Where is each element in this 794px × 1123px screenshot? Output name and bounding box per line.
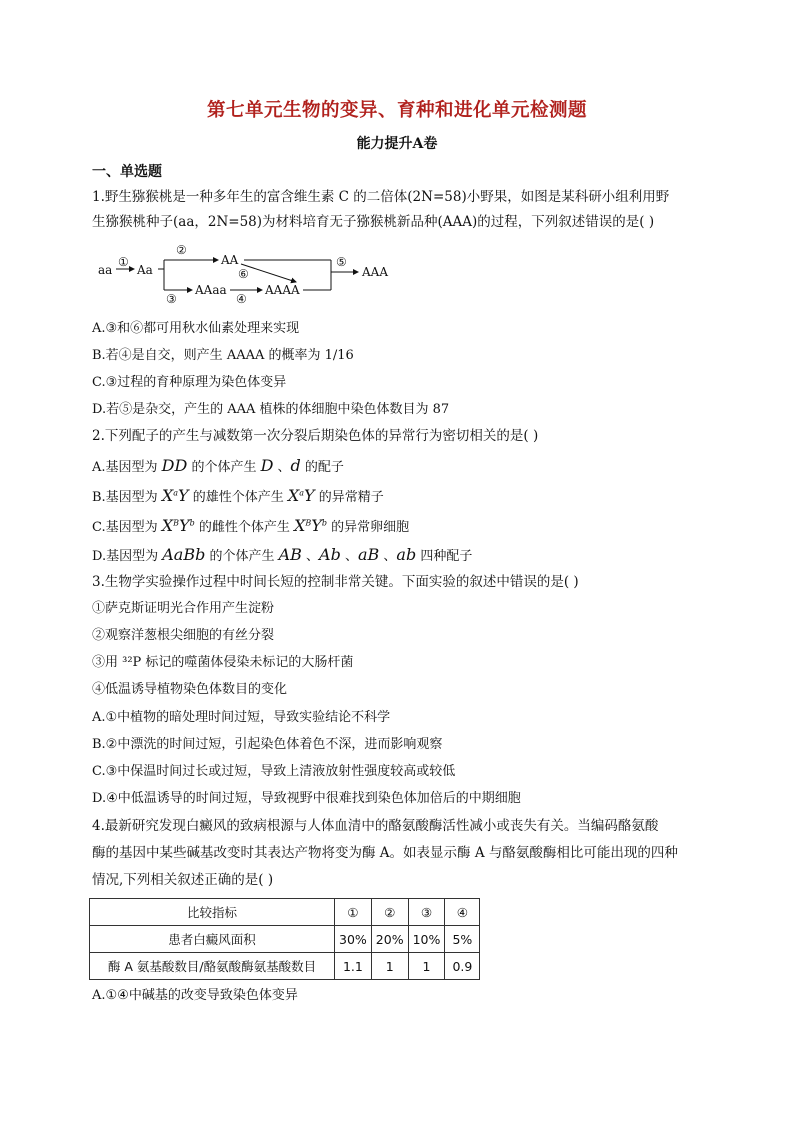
q3-item-3: ③用 ³²P 标记的噬菌体侵染未标记的大肠杆菌	[92, 655, 354, 670]
text: 的配子	[300, 460, 344, 475]
table-header-cell: ④	[445, 899, 480, 926]
gamete: ab	[396, 545, 417, 564]
superscript: a	[299, 488, 304, 498]
text: 、	[340, 549, 358, 564]
gamete: D	[260, 456, 274, 475]
step-5-label: ⑤	[336, 255, 347, 269]
node-AA: AA	[221, 253, 239, 267]
table-cell: 30%	[335, 926, 372, 953]
step-3-label: ③	[166, 292, 177, 306]
superscript: b	[189, 518, 195, 528]
text: B.基因型为	[92, 490, 162, 505]
text: 、	[273, 460, 291, 475]
node-aa: aa	[98, 263, 113, 277]
section-heading: 一、单选题	[92, 164, 162, 180]
page-subtitle: 能力提升A卷	[356, 136, 438, 152]
q3-item-4: ④低温诱导植物染色体数目的变化	[92, 682, 288, 697]
step-6-label: ⑥	[238, 267, 249, 281]
table-cell: 酶 A 氨基酸数目/酪氨酸酶氨基酸数目	[90, 953, 335, 980]
text: 的异常精子	[314, 490, 384, 505]
node-AAaa: AAaa	[195, 283, 227, 297]
q3-option-a: A.①中植物的暗处理时间过短，导致实验结论不科学	[92, 710, 391, 725]
genotype: Y	[179, 516, 190, 535]
table-cell: 1.1	[335, 953, 372, 980]
q3-item-2: ②观察洋葱根尖细胞的有丝分裂	[92, 628, 275, 643]
node-Aa: Aa	[137, 263, 153, 277]
text: D.基因型为	[92, 549, 163, 564]
q4-comparison-table	[89, 898, 480, 980]
text: C.基因型为	[92, 520, 162, 535]
table-cell: 1	[408, 953, 445, 980]
q1-option-d: D.若⑤是杂交，产生的 AAA 植株的体细胞中染色体数目为 87	[92, 402, 450, 417]
node-AAAA: AAAA	[265, 283, 300, 297]
genotype: X	[161, 486, 174, 505]
q3-stem: 3.生物学实验操作过程中时间长短的控制非常关键。下面实验的叙述中错误的是( )	[92, 574, 579, 590]
text: 的个体产生	[187, 460, 261, 475]
table-cell: 5%	[445, 926, 480, 953]
text: A.基因型为	[92, 460, 162, 475]
q1-stem-line1: 1.野生猕猴桃是一种多年生的富含维生素 C 的二倍体(2N=58)小野果，如图是某科研小组利用野	[92, 189, 670, 205]
node-AAA: AAA	[362, 265, 388, 279]
text: 、	[301, 549, 320, 564]
step-2-label: ②	[176, 243, 187, 257]
q2-stem: 2.下列配子的产生与减数第一次分裂后期染色体的异常行为密切相关的是( )	[92, 428, 539, 444]
gamete: d	[290, 456, 301, 475]
text: 、	[379, 549, 397, 564]
genotype: AaBb	[162, 545, 206, 564]
step-4-label: ④	[236, 292, 247, 306]
q2-option-d	[92, 545, 472, 565]
genotype: DD	[161, 456, 188, 475]
superscript: b	[321, 518, 327, 528]
gamete: X	[293, 516, 306, 535]
table-header-cell: ①	[335, 899, 372, 926]
q3-option-c: C.③中保温时间过长或过短，导致上清液放射性强度较高或较低	[92, 764, 456, 779]
gamete: AB	[278, 545, 302, 564]
superscript: B	[173, 518, 180, 528]
table-header-cell: ③	[408, 899, 445, 926]
q1-stem-line2: 生猕猴桃种子(aa，2N=58)为材料培育无子猕猴桃新品种(AAA)的过程，下列叙述错误的是( )	[92, 214, 655, 230]
gamete: X	[287, 486, 300, 505]
table-cell: 1	[371, 953, 408, 980]
table-header-cell: 比较指标	[90, 899, 335, 926]
table-row	[90, 953, 480, 980]
table-cell: 20%	[371, 926, 408, 953]
table-cell: 患者白癜风面积	[90, 926, 335, 953]
q2-option-a	[92, 456, 344, 476]
table-cell: 0.9	[445, 953, 480, 980]
gamete: Ab	[319, 545, 341, 564]
q2-option-b	[92, 486, 384, 506]
superscript: a	[173, 488, 178, 498]
page-title: 第七单元生物的变异、育种和进化单元检测题	[206, 100, 587, 121]
q3-item-1: ①萨克斯证明光合作用产生淀粉	[92, 601, 275, 616]
text: 的雌性个体产生	[194, 520, 294, 535]
gamete: Y	[304, 486, 315, 505]
q3-option-d: D.④中低温诱导的时间过短，导致视野中很难找到染色体加倍后的中期细胞	[92, 791, 521, 806]
step-1-label: ①	[118, 255, 129, 269]
q4-stem-line1: 4.最新研究发现白癜风的致病根源与人体血清中的酪氨酸酶活性减小或丧失有关。当编码酪氨酸	[92, 818, 659, 834]
q2-option-c	[92, 516, 409, 536]
table-cell: 10%	[408, 926, 445, 953]
gamete: Y	[311, 516, 322, 535]
q1-breeding-diagram	[96, 238, 406, 310]
q4-option-a: A.①④中碱基的改变导致染色体变异	[92, 988, 298, 1003]
text: 的异常卵细胞	[326, 520, 410, 535]
text: 的雄性个体产生	[188, 490, 288, 505]
gamete: aB	[357, 545, 380, 564]
table-header-row	[90, 899, 480, 926]
q4-stem-line2: 酶的基因中某些碱基改变时其表达产物将变为酶 A。如表显示酶 A 与酪氨酸酶相比可能出现的四种	[92, 845, 678, 861]
genotype: X	[161, 516, 174, 535]
text: 四种配子	[416, 549, 473, 564]
genotype: Y	[178, 486, 189, 505]
q1-option-b: B.若④是自交，则产生 AAAA 的概率为 1/16	[92, 348, 354, 363]
table-row	[90, 926, 480, 953]
breeding-flow-svg	[96, 238, 406, 310]
q3-option-b: B.②中漂洗的时间过短，引起染色体着色不深，进而影响观察	[92, 737, 443, 752]
q1-option-a: A.③和⑥都可用秋水仙素处理来实现	[92, 321, 300, 336]
superscript: B	[305, 518, 312, 528]
q1-option-c: C.③过程的育种原理为染色体变异	[92, 375, 287, 390]
table-header-cell: ②	[371, 899, 408, 926]
q4-stem-line3: 情况,下列相关叙述正确的是( )	[92, 872, 274, 888]
text: 的个体产生	[205, 549, 279, 564]
